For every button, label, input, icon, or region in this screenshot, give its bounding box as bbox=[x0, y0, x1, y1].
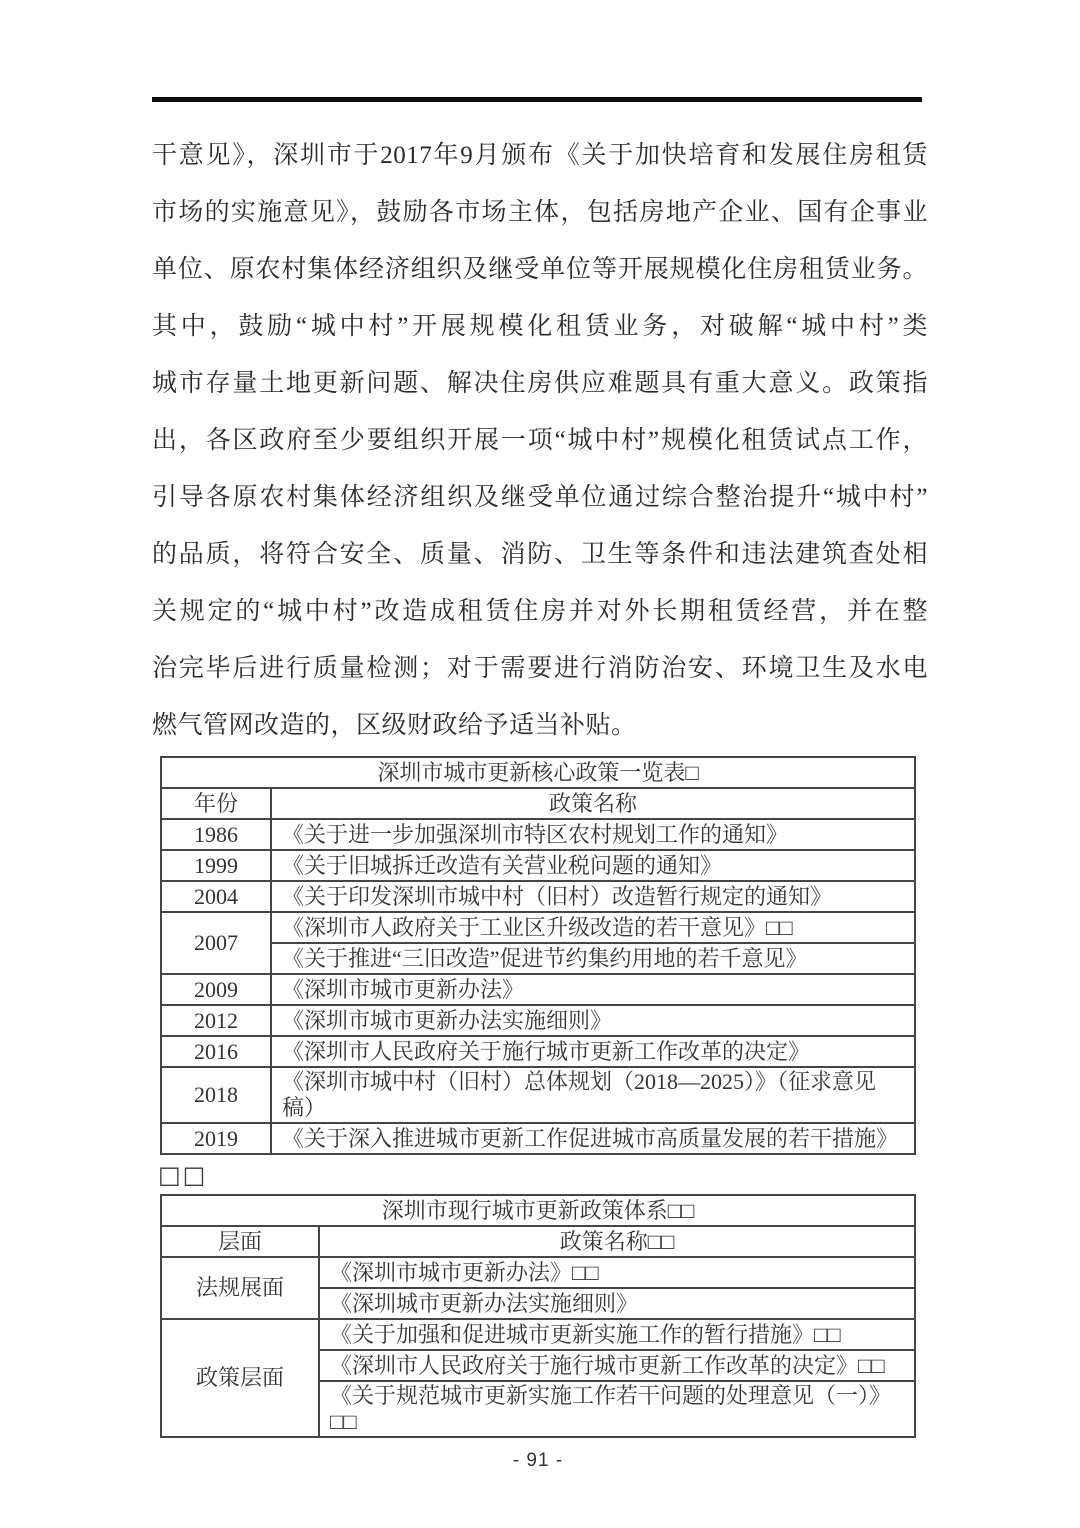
year-cell: 2016 bbox=[161, 1036, 271, 1067]
table2-level-header: 层面 bbox=[161, 1226, 319, 1257]
year-cell: 1986 bbox=[161, 819, 271, 850]
policy-cell: 《关于规范城市更新实施工作若干问题的处理意见（一）》□□ bbox=[319, 1381, 915, 1437]
table2-policy-header: 政策名称□□ bbox=[319, 1226, 915, 1257]
policy-cell: 《关于深入推进城市更新工作促进城市高质量发展的若干措施》 bbox=[271, 1123, 915, 1154]
year-cell: 1999 bbox=[161, 850, 271, 881]
table-row bbox=[161, 1319, 915, 1350]
paragraph-line: 燃气管网改造的，区级财政给予适当补贴。 bbox=[152, 712, 637, 739]
table-title-row bbox=[161, 1195, 915, 1226]
paragraph-line: 单位、原农村集体经济组织及继受单位等开展规模化住房租赁业务。 bbox=[152, 256, 928, 283]
body-paragraph bbox=[152, 127, 928, 754]
year-cell: 2012 bbox=[161, 1005, 271, 1036]
policy-cell: 《关于旧城拆迁改造有关营业税问题的通知》 bbox=[271, 850, 915, 881]
table-row bbox=[161, 1067, 915, 1123]
table-row bbox=[161, 850, 915, 881]
table-row bbox=[161, 819, 915, 850]
paragraph-line: 其中，鼓励“城中村”开展规模化租赁业务，对破解“城中村”类 bbox=[152, 313, 928, 340]
year-cell: 2018 bbox=[161, 1067, 271, 1123]
policy-cell: 《深圳市城市更新办法》□□ bbox=[319, 1257, 915, 1288]
paragraph-line: 引导各原农村集体经济组织及继受单位通过综合整治提升“城中村” bbox=[152, 484, 928, 511]
paragraph-line: 出，各区政府至少要组织开展一项“城中村”规模化租赁试点工作， bbox=[152, 427, 928, 454]
table-row bbox=[161, 912, 915, 943]
level-cell: 政策层面 bbox=[161, 1319, 319, 1437]
policy-cell: 《深圳市城市更新办法》 bbox=[271, 974, 915, 1005]
table-row bbox=[161, 974, 915, 1005]
table1-year-header: 年份 bbox=[161, 788, 271, 819]
table-header-row bbox=[161, 788, 915, 819]
table1-title: 深圳市城市更新核心政策一览表□ bbox=[161, 757, 915, 788]
policy-cell: 《关于进一步加强深圳市特区农村规划工作的通知》 bbox=[271, 819, 915, 850]
table-title-row bbox=[161, 757, 915, 788]
policy-cell: 《关于推进“三旧改造”促进节约集约用地的若千意见》 bbox=[271, 943, 915, 974]
policy-cell: 《深圳市人民政府关于施行城市更新工作改革的决定》 bbox=[271, 1036, 915, 1067]
table-row bbox=[161, 1123, 915, 1154]
table-row bbox=[161, 1036, 915, 1067]
table1-policy-header: 政策名称 bbox=[271, 788, 915, 819]
policy-cell: 《深圳市城中村（旧村）总体规划（2018—2025）》（征求意见稿） bbox=[271, 1067, 915, 1123]
policy-cell: 《深圳市人民政府关于施行城市更新工作改革的决定》□□ bbox=[319, 1350, 915, 1381]
paragraph-line: 治完毕后进行质量检测；对于需要进行消防治安、环境卫生及水电 bbox=[152, 655, 928, 682]
page-number: - 91 - bbox=[512, 1450, 564, 1471]
placeholder-squares: □□ bbox=[158, 1161, 208, 1189]
paragraph-line: 的品质，将符合安全、质量、消防、卫生等条件和违法建筑查处相 bbox=[152, 541, 928, 568]
table-row bbox=[161, 881, 915, 912]
year-cell: 2007 bbox=[161, 912, 271, 974]
table-row bbox=[161, 943, 915, 974]
year-cell: 2009 bbox=[161, 974, 271, 1005]
policy-cell: 《深圳市人政府关于工业区升级改造的若干意见》□□ bbox=[271, 912, 915, 943]
policy-cell: 《关于印发深圳市城中村（旧村）改造暂行规定的通知》 bbox=[271, 881, 915, 912]
level-cell: 法规展面 bbox=[161, 1257, 319, 1319]
policy-system-table bbox=[160, 1194, 916, 1438]
paragraph-line: 关规定的“城中村”改造成租赁住房并对外长期租赁经营，并在整 bbox=[152, 598, 928, 625]
paragraph-line: 干意见》，深圳市于2017年9月颁布《关于加快培育和发展住房租赁 bbox=[152, 142, 928, 169]
paragraph-line: 市场的实施意见》，鼓励各市场主体，包括房地产企业、国有企事业 bbox=[152, 199, 928, 226]
year-cell: 2004 bbox=[161, 881, 271, 912]
table2-title: 深圳市现行城市更新政策体系□□ bbox=[161, 1195, 915, 1226]
table-row bbox=[161, 1005, 915, 1036]
core-policy-table bbox=[160, 756, 916, 1155]
policy-cell: 《深圳城市更新办法实施细则》 bbox=[319, 1288, 915, 1319]
table-header-row bbox=[161, 1226, 915, 1257]
paragraph-line: 城市存量土地更新问题、解决住房供应难题具有重大意义。政策指 bbox=[152, 370, 928, 397]
page-content bbox=[152, 0, 928, 1472]
policy-cell: 《深圳市城市更新办法实施细则》 bbox=[271, 1005, 915, 1036]
policy-cell: 《关于加强和促进城市更新实施工作的暂行措施》□□ bbox=[319, 1319, 915, 1350]
year-cell: 2019 bbox=[161, 1123, 271, 1154]
table-row bbox=[161, 1257, 915, 1288]
header-rule bbox=[152, 97, 922, 102]
